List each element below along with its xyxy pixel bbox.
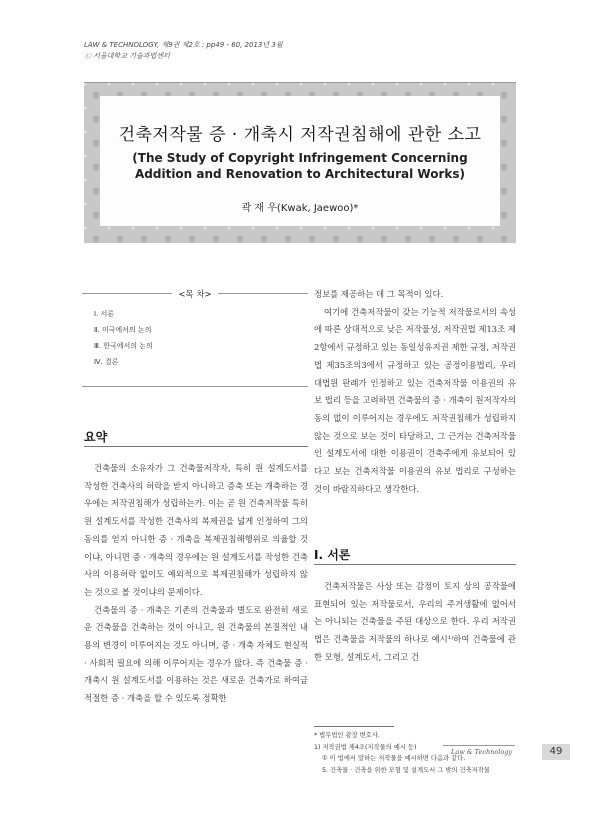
- abstract-heading: 요약: [84, 430, 108, 444]
- footnote: * 법무법인 광장 변호사.: [314, 732, 380, 739]
- section-heading-introduction: Ⅰ. 서론: [314, 548, 351, 562]
- abstract-paragraph: 건축물의 증 · 개축은 기존의 건축물과 별도로 완전히 새로운 건축물을 건축하는 것이 아니고, 원 건축물의 본질적인 내용의 변경이 이루어지는 것도 아니며, 증 · 개축 자체도 현실적 · 사회적 필요에 의해 이루어지는 경우가 많다. 즉 건축물 증 · 개축시 원 설계도서를 이용하는 것은 새로운 건축가로 하여금 적절한 증 · 개축을 할 수 있도록 정확한: [84, 604, 308, 704]
- toc-item: Ⅱ. 미국에서의 논의: [94, 326, 152, 334]
- introduction-text: [314, 578, 516, 667]
- title-korean: 건축저작물 증 · 개축시 저작권침해에 관한 소고: [118, 125, 482, 145]
- footnote-rule: [314, 726, 394, 727]
- abstract-heading-rule: [84, 446, 308, 447]
- toc-item: Ⅳ. 결론: [94, 358, 119, 366]
- footnote: 1) 저작권법 제4조(저작물의 예시 등): [314, 743, 417, 751]
- title-english: (The Study of Copyright Infringement Concerning Addition and Renovation to Architectural Works): [132, 151, 468, 181]
- section-heading-rule: [314, 564, 516, 565]
- left-column: [84, 460, 308, 708]
- author-line: 곽 재 우(Kwak, Jaewoo)*: [241, 203, 359, 214]
- abstract-continuation: 정보를 제공하는 데 그 목적이 있다.: [314, 289, 444, 299]
- toc-heading: <목 차>: [82, 288, 308, 300]
- journal-header: [84, 40, 283, 62]
- right-column: [314, 286, 516, 498]
- page-number: 49: [542, 744, 570, 760]
- footnote: 5. 건축물 · 건축을 위한 모형 및 설계도서 그 밖의 건축저작물: [322, 766, 490, 774]
- copyright-line: ⓒ 서울대학교 기술과법센터: [84, 52, 170, 60]
- footer-journal-name: Law & Technology: [451, 748, 513, 756]
- toc-item: Ⅰ. 서론: [94, 310, 115, 318]
- abstract-paragraph: 여기에 건축저작물이 갖는 기능적 저작물로서의 속성에 따른 상대적으로 낮은 저작물성, 저작권법 제13조 제2항에서 규정하고 있는 동일성유지권 제한 규정, 저작권법 제35조의3에서 규정하고 있는 공정이용법리, 우리 대법원 판례가 인정하고 있는 건축저작물 이용권의 유보 법리 등을 고려하면 건축물의 증 · 개축이 원저작자의 동의 없이 이루어지는 경우에도 저작권침해가 성립하지 않는 것으로 보는 것이 타당하고, 그 근거는 건축저작물인 설계도서에 대한 이용권이 건축주에게 유보되어 있다고 보는 건축저작물 이용권의 유보 법리로 구성하는 것이 바람직하다고 생각한다.: [314, 306, 516, 494]
- journal-citation: LAW & TECHNOLOGY, 제9권 제2호 : pp49 - 60, 2013년 3월: [84, 41, 283, 49]
- toc-item: Ⅲ. 한국에서의 논의: [94, 342, 153, 350]
- table-of-contents: [82, 290, 308, 387]
- abstract-paragraph: 건축물의 소유자가 그 건축물저작자, 특히 원 설계도서를 작성한 건축사의 허락을 받지 아니하고 증축 또는 개축하는 경우에는 저작권침해가 성립하는가. 이는 곧 원 건축저작물 특히 원 설계도서를 작성한 건축사의 복제권을 넓게 인정하여 그의 동의를 얻지 아니한 증 · 개축을 복제권침해행위로 의율할 것이냐, 아니면 증 · 개축의 경우에는 원 설계도서를 작성한 건축사의 이용허락 없이도 예외적으로 복제권침해가 성립하지 않는 것으로 볼 것이냐의 문제이다.: [84, 463, 308, 597]
- footer-rule: [443, 745, 515, 746]
- footnote: ① 이 법에서 말하는 저작물을 예시하면 다음과 같다.: [322, 755, 466, 762]
- introduction-paragraph: 건축저작물은 사상 또는 감정이 토지 상의 공작물에 표현되어 있는 저작물로서, 우리의 주거생활에 없어서는 아니되는 건축물을 주된 대상으로 한다. 우리 저작권법은 건축물을 저작물의 하나로 예시¹⁾하여 건축물에 관한 모형, 설계도서, 그리고 건: [314, 581, 516, 662]
